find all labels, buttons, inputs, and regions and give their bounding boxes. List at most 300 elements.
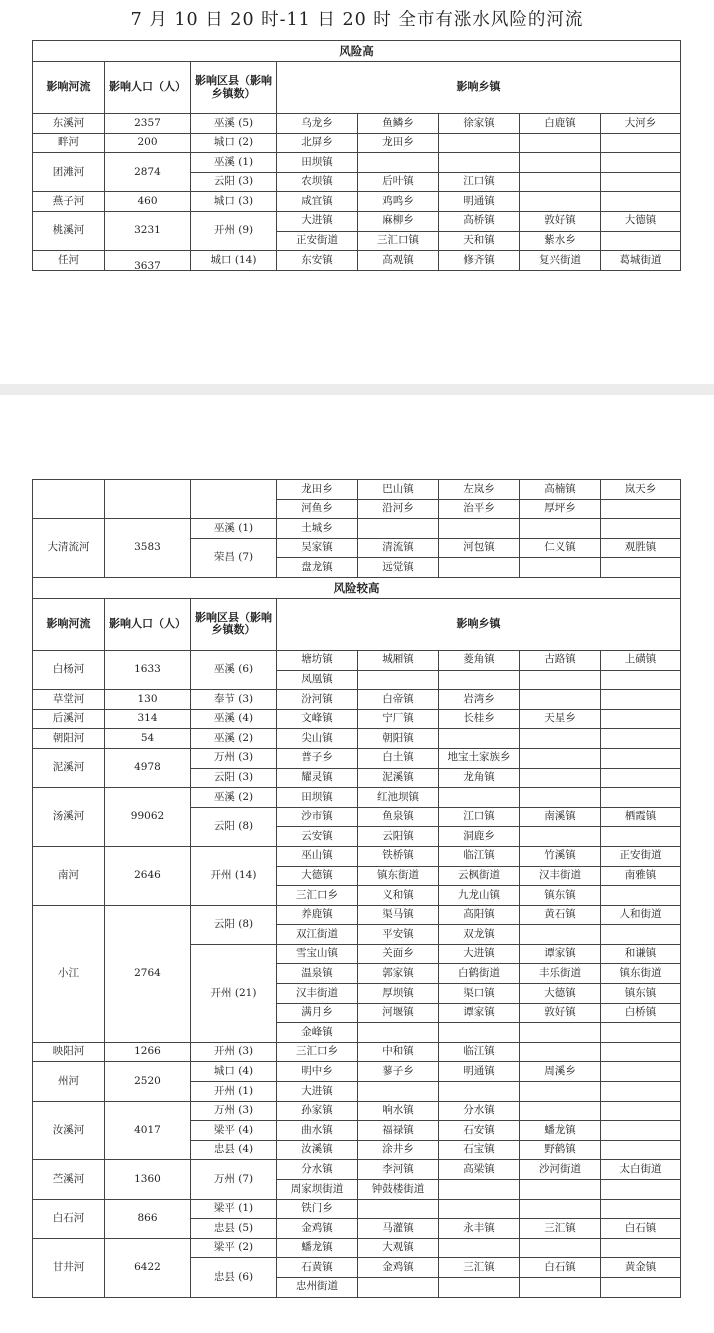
town-cell: 江口镇 — [439, 172, 520, 192]
town-cell: 盘龙镇 — [277, 558, 358, 578]
town-cell — [601, 231, 681, 251]
town-cell: 红池坝镇 — [358, 788, 439, 808]
town-cell — [520, 768, 601, 788]
town-cell: 高楠镇 — [520, 480, 601, 500]
county-value: 忠县 (5) — [191, 1219, 277, 1239]
river-name: 大清流河 — [33, 519, 105, 578]
town-cell — [439, 153, 520, 173]
table-row — [33, 905, 681, 925]
town-cell: 龙田乡 — [277, 480, 358, 500]
table-row — [33, 598, 681, 650]
town-cell — [358, 1277, 439, 1297]
town-cell: 镇东街道 — [601, 964, 681, 984]
town-cell: 养鹿镇 — [277, 905, 358, 925]
town-cell — [439, 1180, 520, 1200]
town-cell — [601, 1199, 681, 1219]
town-cell: 地宝土家族乡 — [439, 748, 520, 768]
town-cell: 双江街道 — [277, 925, 358, 945]
town-cell: 曲水镇 — [277, 1121, 358, 1141]
population-value: 2646 — [105, 846, 191, 905]
population-value: 130 — [105, 690, 191, 710]
town-cell: 泥溪镇 — [358, 768, 439, 788]
county-value: 城口 (14) — [191, 251, 277, 271]
town-cell — [358, 670, 439, 690]
town-cell: 栖霞镇 — [601, 807, 681, 827]
table-row — [33, 153, 681, 173]
town-cell: 龙角镇 — [439, 768, 520, 788]
town-cell — [439, 133, 520, 153]
town-cell: 麻柳乡 — [358, 211, 439, 231]
town-cell: 铁门乡 — [277, 1199, 358, 1219]
county-value: 云阳 (8) — [191, 807, 277, 846]
town-cell: 平安镇 — [358, 925, 439, 945]
town-cell: 河鱼乡 — [277, 499, 358, 519]
table-row — [33, 1101, 681, 1121]
river-name: 汤溪河 — [33, 788, 105, 847]
town-cell: 三汇口镇 — [358, 231, 439, 251]
town-cell — [439, 729, 520, 749]
town-cell: 沙河街道 — [520, 1160, 601, 1180]
table-row — [33, 650, 681, 670]
town-cell: 云安镇 — [277, 827, 358, 847]
town-cell: 人和街道 — [601, 905, 681, 925]
town-cell — [520, 1238, 601, 1258]
town-cell: 河包镇 — [439, 538, 520, 558]
population-value: 3231 — [105, 211, 191, 250]
town-cell: 竹溪镇 — [520, 846, 601, 866]
town-cell: 耀灵镇 — [277, 768, 358, 788]
river-name: 畔河 — [33, 133, 105, 153]
population-value: 460 — [105, 192, 191, 212]
county-value: 巫溪 (4) — [191, 709, 277, 729]
town-cell — [601, 1277, 681, 1297]
table-row — [33, 1238, 681, 1258]
town-cell: 紫水乡 — [520, 231, 601, 251]
county-value: 梁平 (4) — [191, 1121, 277, 1141]
town-cell: 朝阳镇 — [358, 729, 439, 749]
river-name: 团滩河 — [33, 153, 105, 192]
town-cell: 孙家镇 — [277, 1101, 358, 1121]
town-cell: 白石镇 — [520, 1258, 601, 1278]
town-cell — [520, 729, 601, 749]
town-cell: 上磺镇 — [601, 650, 681, 670]
town-cell: 高桥镇 — [439, 211, 520, 231]
county-value: 城口 (3) — [191, 192, 277, 212]
town-cell: 蟠龙镇 — [520, 1121, 601, 1141]
river-name: 白石河 — [33, 1199, 105, 1238]
town-cell: 尖山镇 — [277, 729, 358, 749]
town-cell: 大德镇 — [520, 984, 601, 1004]
town-cell — [520, 519, 601, 539]
town-cell: 高观镇 — [358, 251, 439, 271]
town-cell — [520, 748, 601, 768]
town-cell: 温泉镇 — [277, 964, 358, 984]
table-row — [33, 519, 681, 539]
town-cell — [520, 1023, 601, 1043]
town-cell: 洞鹿乡 — [439, 827, 520, 847]
town-cell — [439, 670, 520, 690]
town-cell: 太白街道 — [601, 1160, 681, 1180]
town-cell: 渠马镇 — [358, 905, 439, 925]
town-cell: 左岚乡 — [439, 480, 520, 500]
town-cell: 忠州街道 — [277, 1277, 358, 1297]
town-cell: 镇东街道 — [358, 866, 439, 886]
town-cell: 金鸡镇 — [277, 1219, 358, 1239]
town-cell: 厚坪乡 — [520, 499, 601, 519]
town-cell: 汉丰街道 — [277, 984, 358, 1004]
population-value: 99062 — [105, 788, 191, 847]
river-name: 映阳河 — [33, 1042, 105, 1062]
population-value: 3583 — [105, 519, 191, 578]
town-cell: 铁桥镇 — [358, 846, 439, 866]
river-name: 泥溪河 — [33, 748, 105, 787]
county-value: 巫溪 (5) — [191, 114, 277, 134]
town-cell: 双龙镇 — [439, 925, 520, 945]
table-row — [33, 41, 681, 62]
town-cell: 天和镇 — [439, 231, 520, 251]
town-cell: 沿河乡 — [358, 499, 439, 519]
town-cell: 黄石镇 — [520, 905, 601, 925]
town-cell: 三汇口乡 — [277, 886, 358, 906]
town-cell: 满月乡 — [277, 1003, 358, 1023]
town-cell — [520, 133, 601, 153]
town-cell — [520, 827, 601, 847]
town-cell: 菱角镇 — [439, 650, 520, 670]
town-cell: 咸宜镇 — [277, 192, 358, 212]
town-cell: 临江镇 — [439, 1042, 520, 1062]
table-row — [33, 133, 681, 153]
town-cell: 周家坝街道 — [277, 1180, 358, 1200]
town-cell: 福禄镇 — [358, 1121, 439, 1141]
town-cell: 石安镇 — [439, 1121, 520, 1141]
population-value: 2764 — [105, 905, 191, 1042]
county-value: 城口 (2) — [191, 133, 277, 153]
population-value: 314 — [105, 709, 191, 729]
town-cell — [439, 1023, 520, 1043]
town-cell: 长桂乡 — [439, 709, 520, 729]
section-title: 风险较高 — [33, 577, 681, 598]
table-row — [33, 251, 681, 271]
town-cell — [358, 519, 439, 539]
town-cell: 文峰镇 — [277, 709, 358, 729]
town-cell: 宁厂镇 — [358, 709, 439, 729]
town-cell — [358, 153, 439, 173]
town-cell — [601, 1062, 681, 1082]
table-row — [33, 114, 681, 134]
town-cell — [601, 133, 681, 153]
population-continued — [105, 480, 191, 519]
town-cell — [601, 153, 681, 173]
town-cell: 天星乡 — [520, 709, 601, 729]
county-value: 巫溪 (2) — [191, 729, 277, 749]
table-row — [33, 1062, 681, 1082]
town-cell — [520, 1277, 601, 1297]
continued-table — [32, 479, 681, 1298]
population-value: 54 — [105, 729, 191, 749]
town-cell: 关面乡 — [358, 944, 439, 964]
town-cell — [520, 670, 601, 690]
town-cell — [520, 558, 601, 578]
county-value: 开州 (1) — [191, 1082, 277, 1102]
town-cell: 响水镇 — [358, 1101, 439, 1121]
town-cell: 白石镇 — [601, 1219, 681, 1239]
population-value: 2874 — [105, 153, 191, 192]
town-cell — [358, 1082, 439, 1102]
town-cell — [520, 1101, 601, 1121]
town-cell: 清流镇 — [358, 538, 439, 558]
town-cell — [601, 748, 681, 768]
table-row — [33, 1160, 681, 1180]
table-row — [33, 846, 681, 866]
town-cell — [601, 172, 681, 192]
county-value: 忠县 (6) — [191, 1258, 277, 1297]
town-cell: 农坝镇 — [277, 172, 358, 192]
town-cell — [601, 1140, 681, 1160]
town-cell — [601, 1180, 681, 1200]
town-cell: 谭家镇 — [439, 1003, 520, 1023]
town-cell: 大进镇 — [439, 944, 520, 964]
county-value: 万州 (7) — [191, 1160, 277, 1199]
table-row — [33, 690, 681, 710]
town-cell: 吴家镇 — [277, 538, 358, 558]
river-name: 小江 — [33, 905, 105, 1042]
town-cell — [439, 519, 520, 539]
town-cell: 远觉镇 — [358, 558, 439, 578]
town-cell — [439, 788, 520, 808]
table-row — [33, 480, 681, 500]
town-cell: 鱼鳞乡 — [358, 114, 439, 134]
population-value: 4017 — [105, 1101, 191, 1160]
river-name: 东溪河 — [33, 114, 105, 134]
town-cell: 龙田乡 — [358, 133, 439, 153]
town-cell: 马灌镇 — [358, 1219, 439, 1239]
town-cell: 白帝镇 — [358, 690, 439, 710]
town-cell — [520, 153, 601, 173]
river-name: 任河 — [33, 251, 105, 271]
town-cell: 敦好镇 — [520, 211, 601, 231]
river-name: 桃溪河 — [33, 211, 105, 250]
town-cell: 徐家镇 — [439, 114, 520, 134]
river-name: 苎溪河 — [33, 1160, 105, 1199]
town-cell: 田坝镇 — [277, 153, 358, 173]
town-cell: 汝溪镇 — [277, 1140, 358, 1160]
town-cell: 乌龙乡 — [277, 114, 358, 134]
town-cell: 葛城街道 — [601, 251, 681, 271]
town-cell — [358, 1023, 439, 1043]
town-cell: 三汇镇 — [439, 1258, 520, 1278]
town-cell: 巴山镇 — [358, 480, 439, 500]
header-towns: 影响乡镇 — [277, 62, 681, 114]
town-cell: 治平乡 — [439, 499, 520, 519]
town-cell — [520, 1082, 601, 1102]
town-cell: 普子乡 — [277, 748, 358, 768]
page-1 — [0, 0, 714, 384]
town-cell: 明中乡 — [277, 1062, 358, 1082]
table-row — [33, 748, 681, 768]
town-cell: 白桥镇 — [601, 1003, 681, 1023]
town-cell: 分水镇 — [439, 1101, 520, 1121]
town-cell — [520, 788, 601, 808]
town-cell: 蓼子乡 — [358, 1062, 439, 1082]
town-cell — [520, 690, 601, 710]
town-cell: 大进镇 — [277, 1082, 358, 1102]
town-cell: 鱼泉镇 — [358, 807, 439, 827]
river-name: 燕子河 — [33, 192, 105, 212]
county-value: 万州 (3) — [191, 748, 277, 768]
town-cell: 高阳镇 — [439, 905, 520, 925]
town-cell: 三汇口乡 — [277, 1042, 358, 1062]
town-cell — [601, 1101, 681, 1121]
town-cell: 李河镇 — [358, 1160, 439, 1180]
town-cell: 临江镇 — [439, 846, 520, 866]
town-cell: 大观镇 — [358, 1238, 439, 1258]
town-cell: 白鹤街道 — [439, 964, 520, 984]
table-row — [33, 788, 681, 808]
town-cell: 复兴街道 — [520, 251, 601, 271]
town-cell — [601, 519, 681, 539]
population-value: 1633 — [105, 650, 191, 689]
town-cell — [601, 788, 681, 808]
river-name: 甘井河 — [33, 1238, 105, 1297]
town-cell: 塘坊镇 — [277, 650, 358, 670]
population-value: 6422 — [105, 1238, 191, 1297]
town-cell: 修齐镇 — [439, 251, 520, 271]
town-cell — [601, 729, 681, 749]
town-cell: 汾河镇 — [277, 690, 358, 710]
town-cell: 后叶镇 — [358, 172, 439, 192]
town-cell: 东安镇 — [277, 251, 358, 271]
header-population: 影响人口（人） — [105, 62, 191, 114]
town-cell: 观胜镇 — [601, 538, 681, 558]
town-cell — [439, 1082, 520, 1102]
county-value: 忠县 (4) — [191, 1140, 277, 1160]
town-cell: 南溪镇 — [520, 807, 601, 827]
county-value: 巫溪 (2) — [191, 788, 277, 808]
table-row — [33, 211, 681, 231]
county-value: 巫溪 (1) — [191, 153, 277, 173]
town-cell: 石黄镇 — [277, 1258, 358, 1278]
town-cell — [601, 1121, 681, 1141]
town-cell: 大德镇 — [277, 866, 358, 886]
town-cell: 巫山镇 — [277, 846, 358, 866]
town-cell — [439, 558, 520, 578]
town-cell — [520, 1180, 601, 1200]
population-value: 200 — [105, 133, 191, 153]
town-cell — [439, 1277, 520, 1297]
town-cell — [358, 1199, 439, 1219]
river-name: 州河 — [33, 1062, 105, 1101]
town-cell: 金峰镇 — [277, 1023, 358, 1043]
header-county: 影响区县（影响乡镇数） — [191, 62, 277, 114]
town-cell — [601, 827, 681, 847]
town-cell: 城厢镇 — [358, 650, 439, 670]
town-cell: 明通镇 — [439, 192, 520, 212]
town-cell — [601, 499, 681, 519]
town-cell: 北屏乡 — [277, 133, 358, 153]
header-county: 影响区县（影响乡镇数） — [191, 598, 277, 650]
town-cell: 岩湾乡 — [439, 690, 520, 710]
population-value: 2357 — [105, 114, 191, 134]
river-name-continued — [33, 480, 105, 519]
town-cell: 郭家镇 — [358, 964, 439, 984]
town-cell: 岚天乡 — [601, 480, 681, 500]
population-value: 1266 — [105, 1042, 191, 1062]
county-value: 奉节 (3) — [191, 690, 277, 710]
town-cell — [439, 1199, 520, 1219]
county-value: 巫溪 (1) — [191, 519, 277, 539]
river-name: 南河 — [33, 846, 105, 905]
town-cell: 正安街道 — [601, 846, 681, 866]
river-name: 后溪河 — [33, 709, 105, 729]
town-cell: 凤凰镇 — [277, 670, 358, 690]
table-row — [33, 729, 681, 749]
county-value: 荣昌 (7) — [191, 538, 277, 577]
town-cell — [520, 925, 601, 945]
population-value: 866 — [105, 1199, 191, 1238]
town-cell: 涂井乡 — [358, 1140, 439, 1160]
town-cell — [601, 1238, 681, 1258]
county-value: 云阳 (8) — [191, 905, 277, 944]
page-title: 7 月 10 日 20 时-11 日 20 时 全市有涨水风险的河流 — [130, 10, 584, 30]
town-cell: 镇东镇 — [601, 984, 681, 1004]
town-cell: 三汇镇 — [520, 1219, 601, 1239]
town-cell: 明通镇 — [439, 1062, 520, 1082]
river-name: 草堂河 — [33, 690, 105, 710]
town-cell: 厚坝镇 — [358, 984, 439, 1004]
town-cell: 渠口镇 — [439, 984, 520, 1004]
town-cell: 义和镇 — [358, 886, 439, 906]
town-cell — [601, 558, 681, 578]
header-population: 影响人口（人） — [105, 598, 191, 650]
high-risk-table — [32, 40, 681, 271]
town-cell: 江口镇 — [439, 807, 520, 827]
county-value: 梁平 (2) — [191, 1238, 277, 1258]
town-cell: 蟠龙镇 — [277, 1238, 358, 1258]
town-cell: 和谦镇 — [601, 944, 681, 964]
town-cell: 云枫街道 — [439, 866, 520, 886]
header-river: 影响河流 — [33, 62, 105, 114]
river-name: 白杨河 — [33, 650, 105, 689]
town-cell: 周溪乡 — [520, 1062, 601, 1082]
town-cell — [520, 192, 601, 212]
town-cell — [601, 709, 681, 729]
town-cell: 高梁镇 — [439, 1160, 520, 1180]
population-value: 1360 — [105, 1160, 191, 1199]
town-cell: 永丰镇 — [439, 1219, 520, 1239]
town-cell: 仁义镇 — [520, 538, 601, 558]
table-row — [33, 1199, 681, 1219]
county-value: 开州 (9) — [191, 211, 277, 250]
town-cell: 白土镇 — [358, 748, 439, 768]
town-cell: 正安街道 — [277, 231, 358, 251]
town-cell: 金鸡镇 — [358, 1258, 439, 1278]
town-cell: 石宝镇 — [439, 1140, 520, 1160]
header-river: 影响河流 — [33, 598, 105, 650]
town-cell — [601, 1023, 681, 1043]
county-value — [191, 480, 277, 519]
town-cell: 钟鼓楼街道 — [358, 1180, 439, 1200]
table-row — [33, 577, 681, 598]
county-value: 开州 (14) — [191, 846, 277, 905]
town-cell: 谭家镇 — [520, 944, 601, 964]
town-cell: 河堰镇 — [358, 1003, 439, 1023]
table-row — [33, 1042, 681, 1062]
river-name: 朝阳河 — [33, 729, 105, 749]
population-value: 2520 — [105, 1062, 191, 1101]
town-cell: 分水镇 — [277, 1160, 358, 1180]
town-cell — [601, 690, 681, 710]
town-cell: 沙市镇 — [277, 807, 358, 827]
